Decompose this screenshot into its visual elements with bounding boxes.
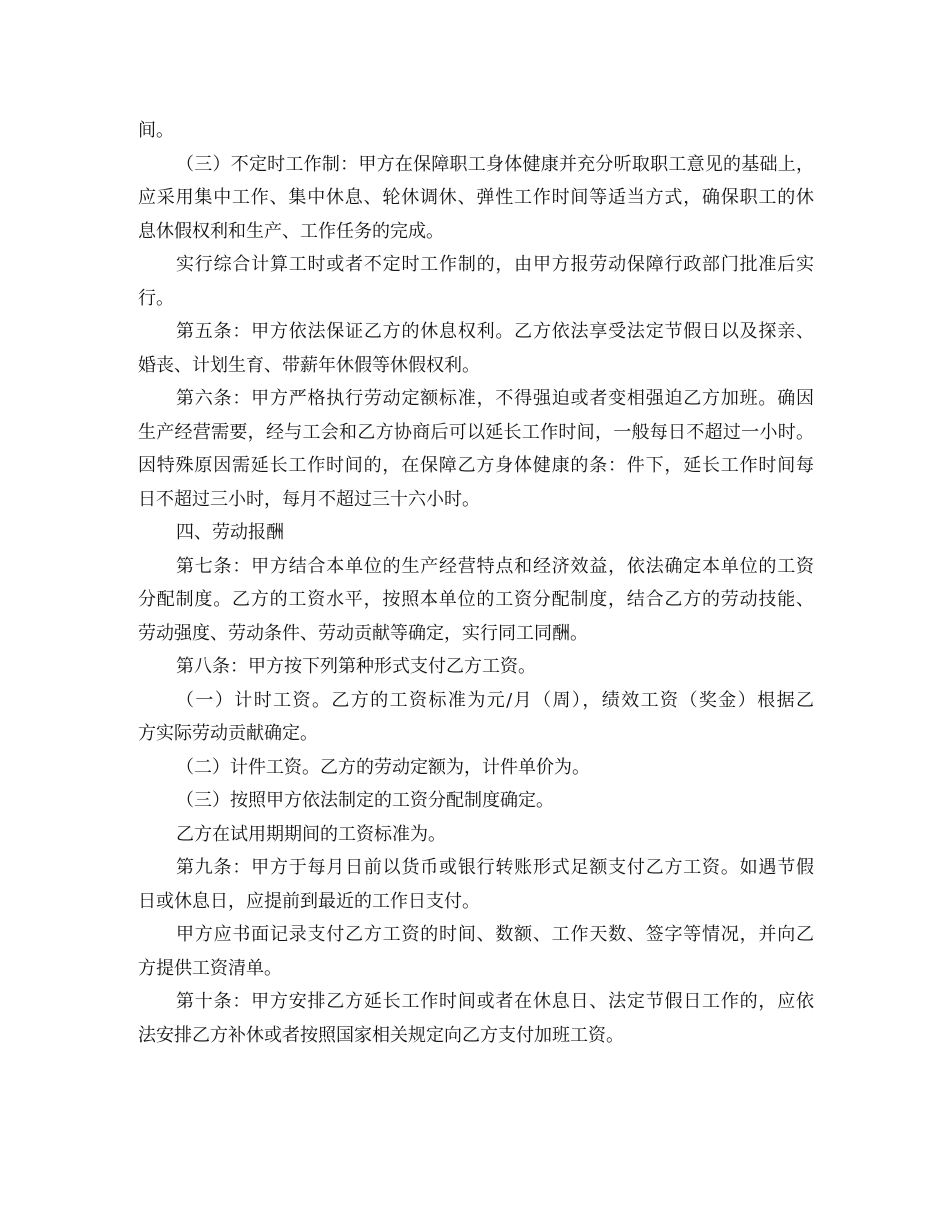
text-line: 日不超过三小时，每月不超过三十六小时。 — [138, 488, 480, 510]
text-line: 因特殊原因需延长工作时间的，在保障乙方身体健康的条：件下，延长工作时间每 — [138, 455, 814, 476]
text-line: 日或休息日，应提前到最近的工作日支付。 — [138, 890, 480, 912]
text-line: 劳动强度、劳动条件、劳动贡献等确定，实行同工同酬。 — [138, 622, 588, 644]
text-line: 应采用集中工作、集中休息、轮休调休、弹性工作时间等适当方式，确保职工的休 — [138, 187, 814, 208]
text-line: （一）计时工资。乙方的工资标准为元/月（周），绩效工资（奖金）根据乙 — [176, 689, 814, 711]
text-line: 方实际劳动贡献确定。 — [138, 723, 318, 744]
text-line: 第七条：甲方结合本单位的生产经营特点和经济效益，依法确定本单位的工资 — [176, 555, 814, 577]
text-line: 婚丧、计划生育、带薪年休假等休假权利。 — [138, 354, 480, 376]
text-line: 间。 — [138, 120, 174, 141]
text-line: 第五条：甲方依法保证乙方的休息权利。乙方依法享受法定节假日以及探亲、 — [176, 321, 814, 342]
text-line: 乙方在试用期期间的工资标准为。 — [176, 823, 446, 845]
text-line: 方提供工资清单。 — [138, 957, 282, 979]
text-line: 第八条：甲方按下列第种形式支付乙方工资。 — [176, 656, 536, 677]
text-line: 法安排乙方补休或者按照国家相关规定向乙方支付加班工资。 — [138, 1024, 624, 1046]
text-line: 第十条：甲方安排乙方延长工作时间或者在休息日、法定节假日工作的，应依 — [176, 991, 814, 1012]
text-line: 实行综合计算工时或者不定时工作制的，由甲方报劳动保障行政部门批准后实 — [176, 254, 814, 275]
text-line: 行。 — [138, 287, 174, 309]
text-line: 甲方应书面记录支付乙方工资的时间、数额、工作天数、签字等情况，并向乙 — [176, 924, 814, 945]
text-line: 生产经营需要，经与工会和乙方协商后可以延长工作时间，一般每日不超过一小时。 — [138, 421, 814, 443]
document-body — [138, 114, 814, 1052]
text-line: 分配制度。乙方的工资水平，按照本单位的工资分配制度，结合乙方的劳动技能、 — [138, 589, 814, 610]
text-line: 息休假权利和生产、工作任务的完成。 — [138, 220, 444, 242]
text-line: 第九条：甲方于每月日前以货币或银行转账形式足额支付乙方工资。如遇节假 — [176, 857, 814, 878]
text-line: 四、劳动报酬 — [176, 522, 284, 543]
text-line: （三）不定时工作制：甲方在保障职工身体健康并充分听取职工意见的基础上， — [176, 153, 814, 175]
text-line: （二）计件工资。乙方的劳动定额为，计件单价为。 — [176, 756, 590, 778]
text-line: 第六条：甲方严格执行劳动定额标准，不得强迫或者变相强迫乙方加班。确因 — [176, 388, 814, 409]
text-line: （三）按照甲方依法制定的工资分配制度确定。 — [176, 790, 554, 811]
